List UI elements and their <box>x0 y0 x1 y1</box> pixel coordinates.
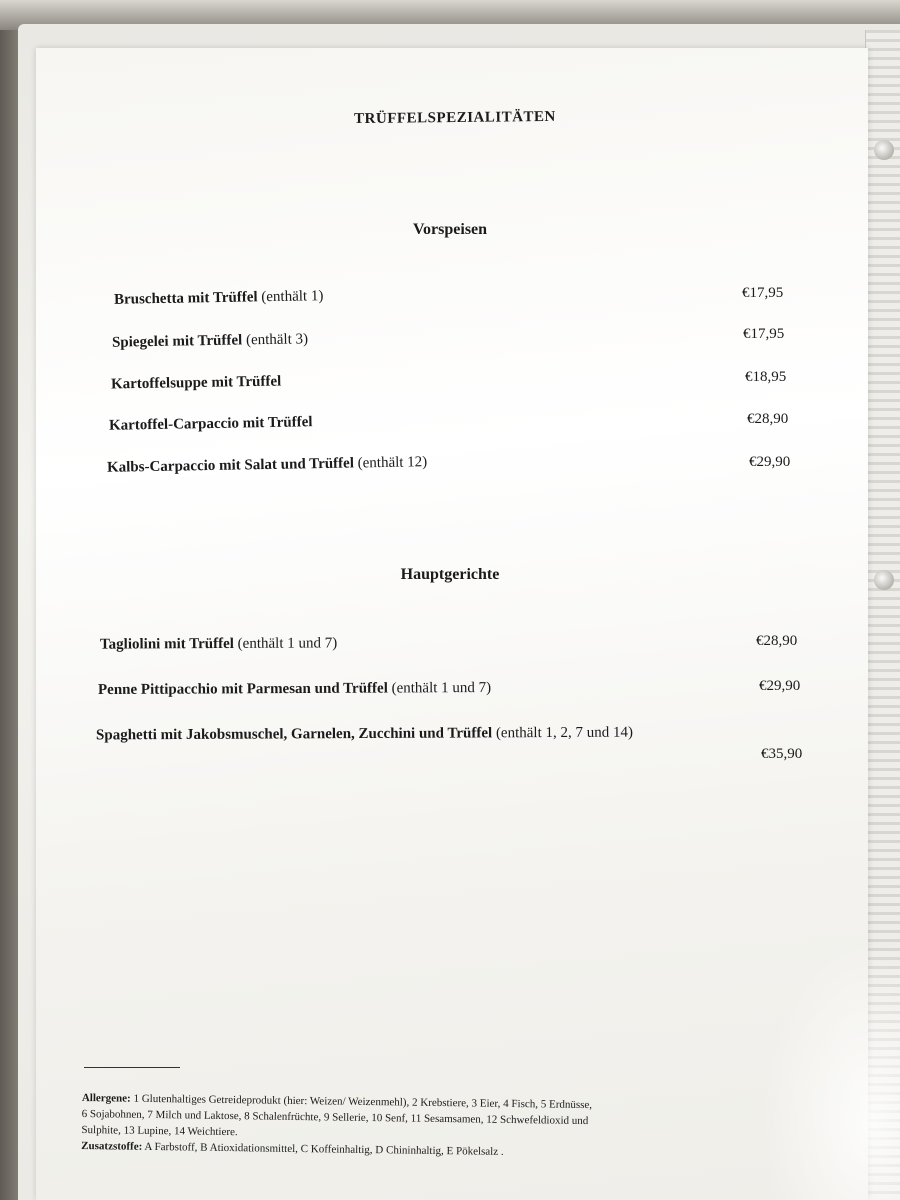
menu-item <box>112 331 308 351</box>
section-heading-vorspeisen: Vorspeisen <box>412 221 488 238</box>
menu-item-allergens: (enthält 1 und 7) <box>391 679 492 697</box>
menu-item-name: Kartoffelsuppe mit Trüffel <box>110 373 282 393</box>
footnote-divider <box>84 1067 180 1068</box>
menu-item <box>111 374 282 394</box>
menu-item-name: Spaghetti mit Jakobsmuschel, Garnelen, Zucchini und Trüffel <box>95 725 493 744</box>
sleeve-glare <box>760 940 900 1200</box>
menu-item-price: €29,90 <box>749 454 791 470</box>
menu-item-allergens: (enthält 3) <box>245 331 309 349</box>
allergene-line-2: 6 Sojabohnen, 7 Milch und Laktose, 8 Schalenfrüchte, 9 Sellerie, 10 Senf, 11 Sesamsamen, 12 Schwefeldioxid und <box>81 1107 589 1128</box>
section-heading-hauptgerichte: Hauptgerichte <box>400 566 500 583</box>
menu-item-name: Spiegelei mit Trüffel <box>111 332 243 351</box>
menu-item <box>114 288 324 309</box>
menu-item-name: Bruschetta mit Trüffel <box>113 289 258 308</box>
zusatzstoffe-label: Zusatzstoffe: <box>81 1139 143 1153</box>
menu-item-allergens: (enthält 1, 2, 7 und 14) <box>495 724 634 742</box>
menu-item-price: €28,90 <box>747 411 789 427</box>
menu-item-price: €17,95 <box>742 285 784 301</box>
menu-item <box>96 725 633 745</box>
menu-item-price: €35,90 <box>761 746 803 762</box>
menu-item-allergens: (enthält 1) <box>261 288 324 306</box>
menu-item-name: Kartoffel-Carpaccio mit Trüffel <box>108 414 313 434</box>
menu-item-price: €18,95 <box>745 369 787 385</box>
menu-item-allergens: (enthält 1 und 7) <box>237 635 338 652</box>
allergene-text: 1 Glutenhaltiges Getreideprodukt (hier: Weizen/ Weizenmehl), 2 Krebstiere, 3 Eier, 4 Fisch, 5 Erdnüsse, <box>133 1092 593 1112</box>
menu-item-name: Penne Pittipacchio mit Parmesan und Trüffel <box>97 680 388 699</box>
menu-item-price: €29,90 <box>759 678 801 694</box>
zusatzstoffe-text: A Farbstoff, B Atioxidationsmittel, C Koffeinhaltig, D Chininhaltig, E Pökelsalz . <box>144 1140 504 1158</box>
allergen-footnote <box>81 1090 812 1164</box>
menu-item <box>98 680 491 699</box>
menu-item-price: €28,90 <box>756 633 798 649</box>
menu-item-name: Tagliolini mit Trüffel <box>99 635 234 653</box>
menu-item-name: Kalbs-Carpaccio mit Salat und Trüffel <box>106 455 355 476</box>
binder-ring-icon <box>874 140 894 160</box>
allergene-line-3: Sulphite, 13 Lupine, 14 Weichtiere. <box>81 1123 238 1139</box>
menu-item-allergens: (enthält 12) <box>357 454 428 472</box>
menu-item <box>100 635 337 653</box>
allergene-label: Allergene: <box>81 1091 131 1105</box>
page-title: TRÜFFELSPEZIALITÄTEN <box>354 108 556 128</box>
menu-item-price: €17,95 <box>743 326 785 342</box>
menu-item <box>109 414 313 435</box>
